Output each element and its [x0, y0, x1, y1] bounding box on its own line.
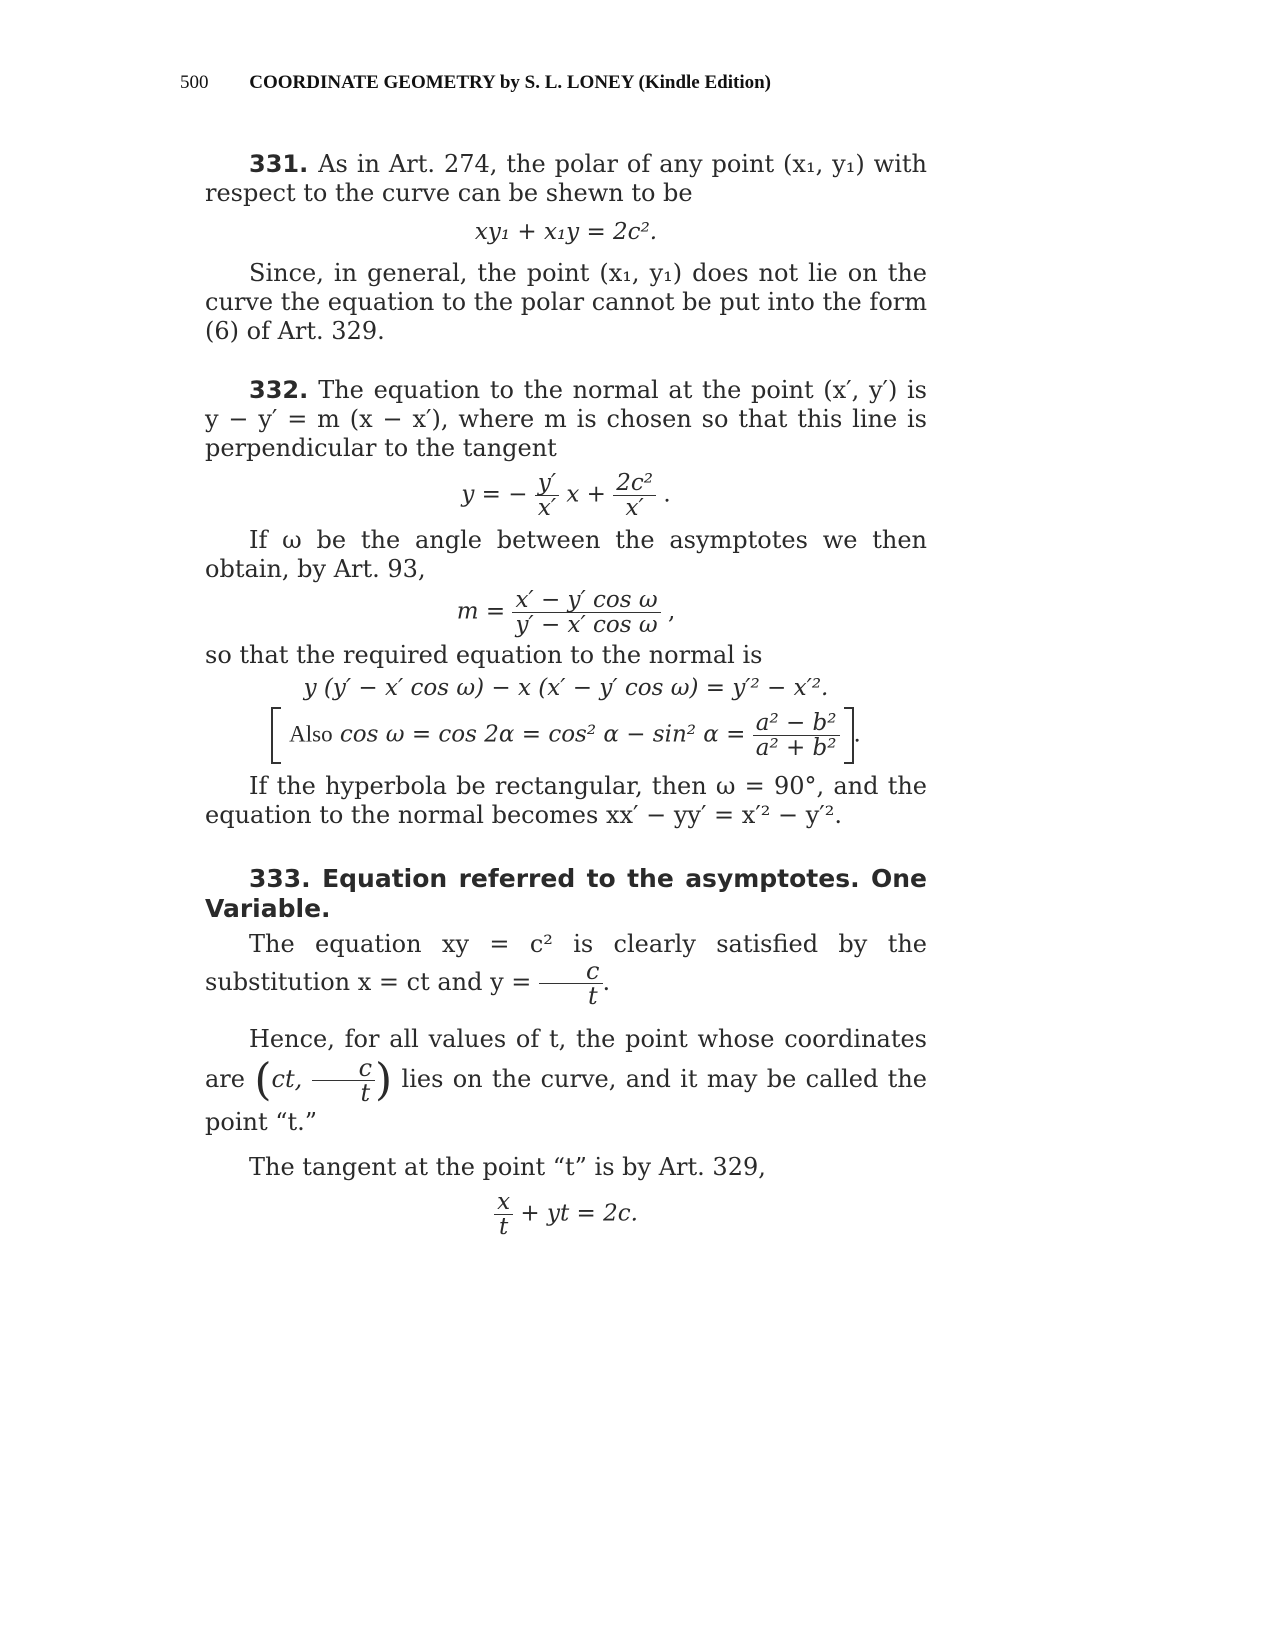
page-body — [205, 150, 927, 1239]
page-header — [180, 72, 771, 94]
tangent-t-equation — [205, 1190, 927, 1239]
art-331-text: As in Art. 274, the polar of any point (x₁, y₁) with respect to the curve can be shewn to be — [205, 150, 927, 207]
tt-rest: + yt = 2c. — [520, 1200, 638, 1227]
art-333-number: 333. — [249, 864, 311, 893]
also-note — [205, 711, 927, 760]
art-332-text4: If the hyperbola be rectangular, then ω = 90°, and the equation to the normal becomes xx′ − yy′ = x′² − y′². — [205, 772, 927, 829]
tangent-equation — [205, 471, 927, 520]
eq2-den: y′ − x′ cos ω — [512, 612, 660, 637]
art-331-number: 331. — [249, 150, 309, 178]
art-332-text2: If ω be the angle between the asymptotes we then obtain, by Art. 93, — [205, 526, 927, 583]
eq1-den1: x′ — [535, 495, 559, 520]
also-end: . — [853, 721, 861, 748]
also-bracket — [271, 711, 853, 760]
art-333-text1 — [205, 930, 927, 1008]
art-333-text1-main: The equation xy = c² is clearly satisfied by the substitution x = ct and y = — [205, 930, 927, 996]
coord-den: t — [312, 1080, 375, 1105]
also-frac — [753, 711, 840, 760]
eq2-frac — [512, 588, 660, 637]
eq1-lhs: y = − — [461, 481, 528, 508]
text1-frac — [539, 959, 602, 1008]
eq1-frac1 — [535, 471, 559, 520]
art-333-text2a: Hence, for all values of t, the point whose coordinates are — [205, 1025, 927, 1093]
coord-frac — [312, 1056, 375, 1105]
eq1-frac2 — [613, 471, 656, 520]
art-332-text: The equation to the normal at the point (x′, y′) is y − y′ = m (x − x′), where m is chosen so that this line is perpendicular to the tangent — [205, 376, 927, 462]
art-333-text2b: lies on the curve, and it may be called the point “t.” — [205, 1065, 927, 1136]
eq2-num: x′ − y′ cos ω — [515, 587, 658, 613]
eq1-den2: x′ — [613, 495, 656, 520]
eq2-lhs: m = — [456, 598, 506, 625]
art-333-text3: The tangent at the point “t” is by Art. 329, — [249, 1153, 766, 1181]
art-331-para — [205, 150, 927, 208]
also-word: Also — [289, 721, 333, 747]
slope-equation — [205, 588, 927, 637]
art-332-text3: so that the required equation to the normal is — [205, 641, 763, 669]
coord-ct: ct, — [271, 1065, 303, 1093]
also-num: a² − b² — [755, 710, 837, 736]
art-333-heading: Equation referred to the asymptotes. One Variable. — [205, 864, 927, 923]
tt-frac — [494, 1190, 513, 1239]
art-333-heading-para — [205, 864, 927, 924]
paren-open: ( — [254, 1054, 272, 1106]
eq1-num1: y′ — [537, 470, 557, 496]
page-number: 500 — [180, 72, 209, 93]
eq1-num2: 2c² — [616, 470, 653, 496]
art-332-para — [205, 376, 927, 463]
tt-den: t — [494, 1214, 513, 1239]
running-title: COORDINATE GEOMETRY by S. L. LONEY (Kindle Edition) — [249, 72, 771, 93]
text1-num: c — [586, 957, 600, 985]
eq1-end: . — [663, 481, 671, 508]
text1-end: . — [602, 968, 611, 996]
art-331-equation: xy₁ + x₁y = 2c². — [474, 219, 658, 245]
art-333-text2 — [205, 1022, 927, 1139]
eq2-end: , — [667, 598, 676, 625]
also-eq: cos ω = cos 2α = cos² α − sin² α = — [339, 721, 746, 748]
paren-close: ) — [375, 1054, 393, 1106]
art-331-text2: Since, in general, the point (x₁, y₁) does not lie on the curve the equation to the polar cannot be put into the form (6) of Art. 329. — [205, 259, 927, 345]
eq1-mid: x + — [566, 481, 606, 508]
text1-den: t — [539, 983, 602, 1008]
also-den: a² + b² — [753, 735, 840, 760]
coord-num: c — [358, 1054, 373, 1082]
art-332-number: 332. — [249, 376, 309, 404]
tt-num: x — [497, 1189, 511, 1215]
normal-equation: y (y′ − x′ cos ω) − x (x′ − y′ cos ω) = y′² − x′². — [303, 675, 829, 701]
